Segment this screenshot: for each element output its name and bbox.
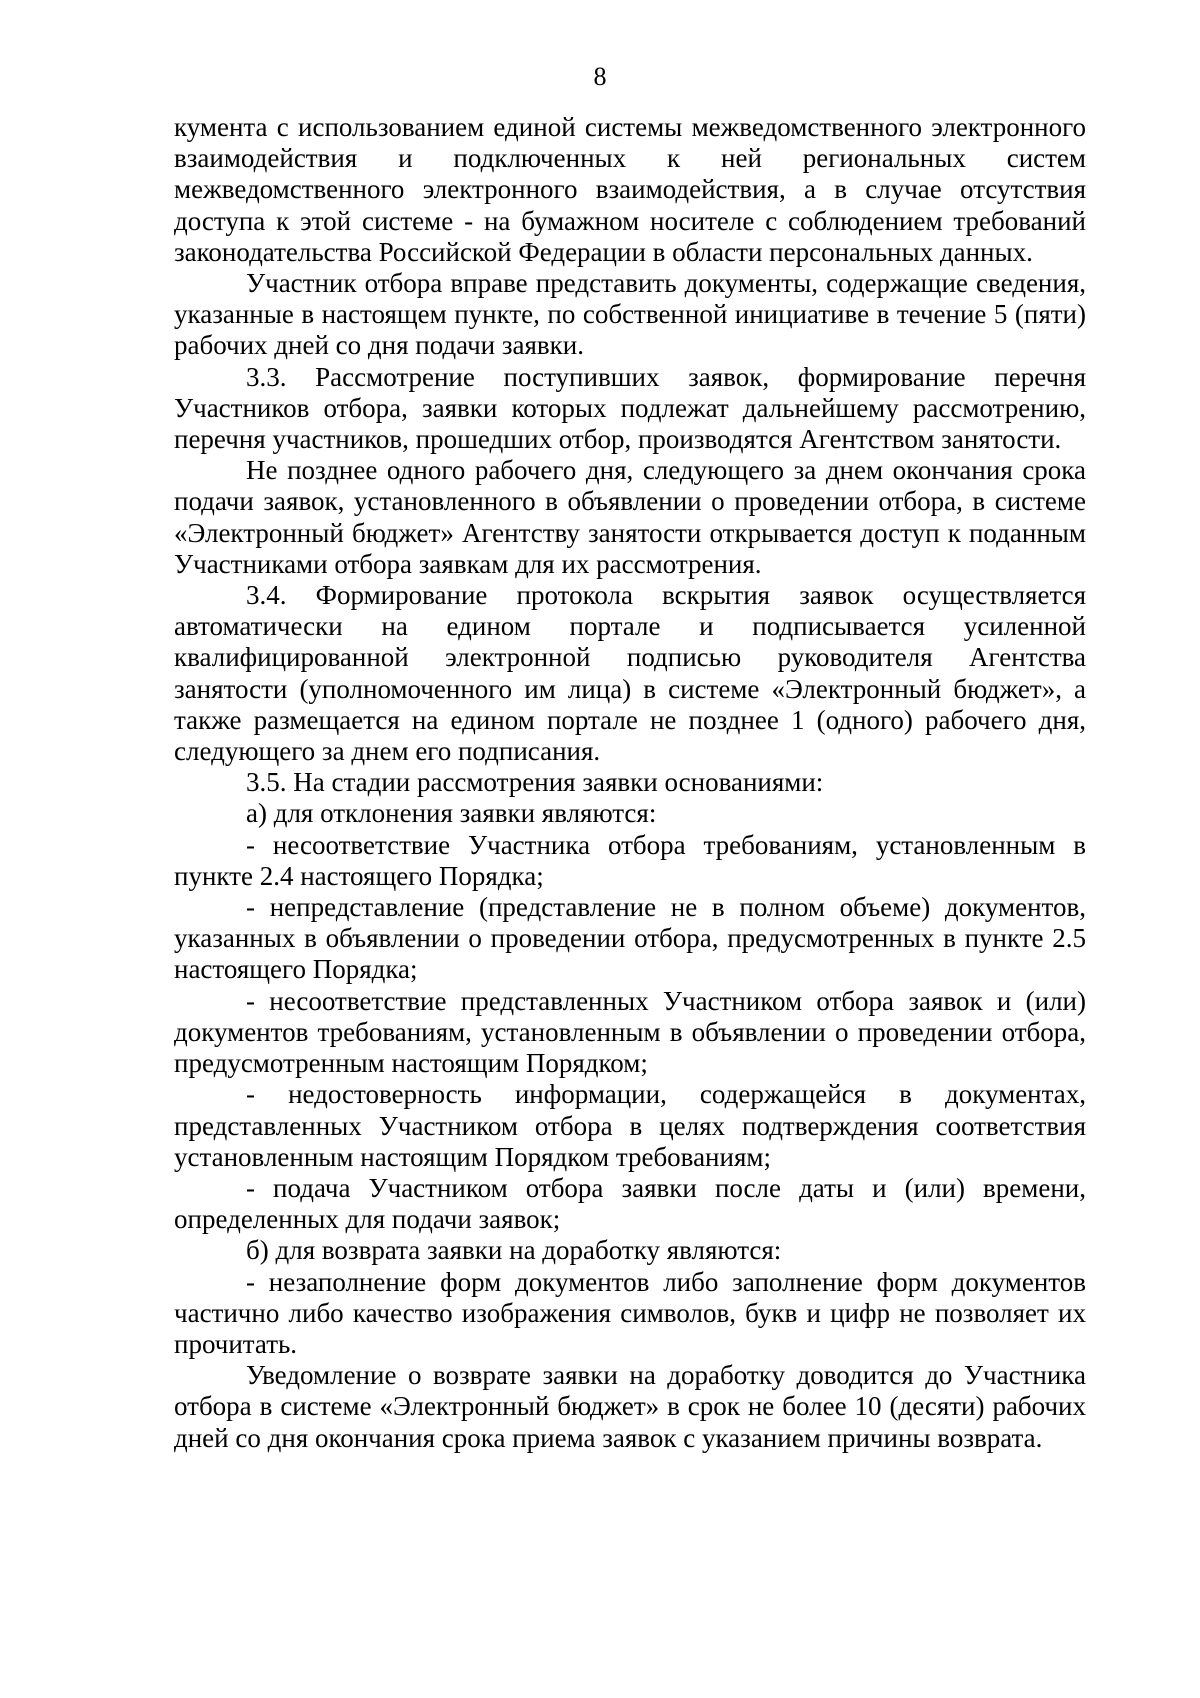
list-item-rejection-5: - подача Участником отбора заявки после даты и (или) времени, определенных для подачи заявок; <box>174 1172 1086 1235</box>
list-item-rejection-1: - несоответствие Участника отбора требованиям, установленным в пункте 2.4 настоящего Порядка; <box>174 829 1086 891</box>
list-item-rejection-2: - непредставление (представление не в полном объеме) документов, указанных в объявлении о проведении отбора, предусмотренных в пункте 2.5 настоящего Порядка; <box>174 892 1086 985</box>
paragraph-3-3: 3.3. Рассмотрение поступивших заявок, формирование перечня Участников отбора, заявки которых подлежат дальнейшему рассмотрению, перечня участников, прошедших отбор, производятся Агентством занятости. <box>174 361 1086 455</box>
page-number: 8 <box>593 62 607 91</box>
paragraph-return-grounds: б) для возврата заявки на доработку являются: <box>246 1235 782 1266</box>
list-item-rejection-4: - недостоверность информации, содержащейся в документах, представленных Участником отбора в целях подтверждения соответствия установленным настоящим Порядком требованиям; <box>174 1079 1086 1172</box>
document-body <box>174 112 1086 1454</box>
paragraph-3-5: 3.5. На стадии рассмотрения заявки основаниями: <box>246 767 824 798</box>
paragraph-return-notice: Уведомление о возврате заявки на доработку доводится до Участника отбора в системе «Электронный бюджет» в срок не более 10 (десяти) рабочих дней со дня окончания срока приема заявок с указанием причины возврата. <box>174 1360 1086 1453</box>
paragraph-rejection-grounds: а) для отклонения заявки являются: <box>246 798 657 829</box>
paragraph-participant-documents: Участник отбора вправе представить документы, содержащие сведения, указанные в настоящем пункте, по собственной инициативе в течение 5 (пяти) рабочих дней со дня подачи заявки. <box>174 268 1086 361</box>
list-item-return-1: - незаполнение форм документов либо заполнение форм документов частично либо качество изображения символов, букв и цифр не позволяет их прочитать. <box>174 1266 1086 1359</box>
list-item-rejection-3: - несоответствие представленных Участником отбора заявок и (или) документов требованиям, установленным в объявлении о проведении отбора, предусмотренным настоящим Порядком; <box>174 985 1086 1079</box>
paragraph-access-to-applications: Не позднее одного рабочего дня, следующего за днем окончания срока подачи заявок, установленного в объявлении о проведении отбора, в системе «Электронный бюджет» Агентству занятости открывается доступ к поданным Участниками отбора заявкам для их рассмотрения. <box>174 455 1086 579</box>
paragraph-3-4: 3.4. Формирование протокола вскрытия заявок осуществляется автоматически на едином портале и подписывается усиленной квалифицированной электронной подписью руководителя Агентства занятости (уполномоченного им лица) в системе «Электронный бюджет», а также размещается на едином портале не позднее 1 (одного) рабочего дня, следующего за днем его подписания. <box>174 580 1086 767</box>
paragraph-continuation: кумента с использованием единой системы межведомственного электронного взаимодействия и подключенных к ней региональных систем межведомственного электронного взаимодействия, а в случае отсутствия доступа к этой системе - на бумажном носителе с соблюдением требований законодательства Российской Федерации в области персональных данных. <box>174 112 1086 267</box>
